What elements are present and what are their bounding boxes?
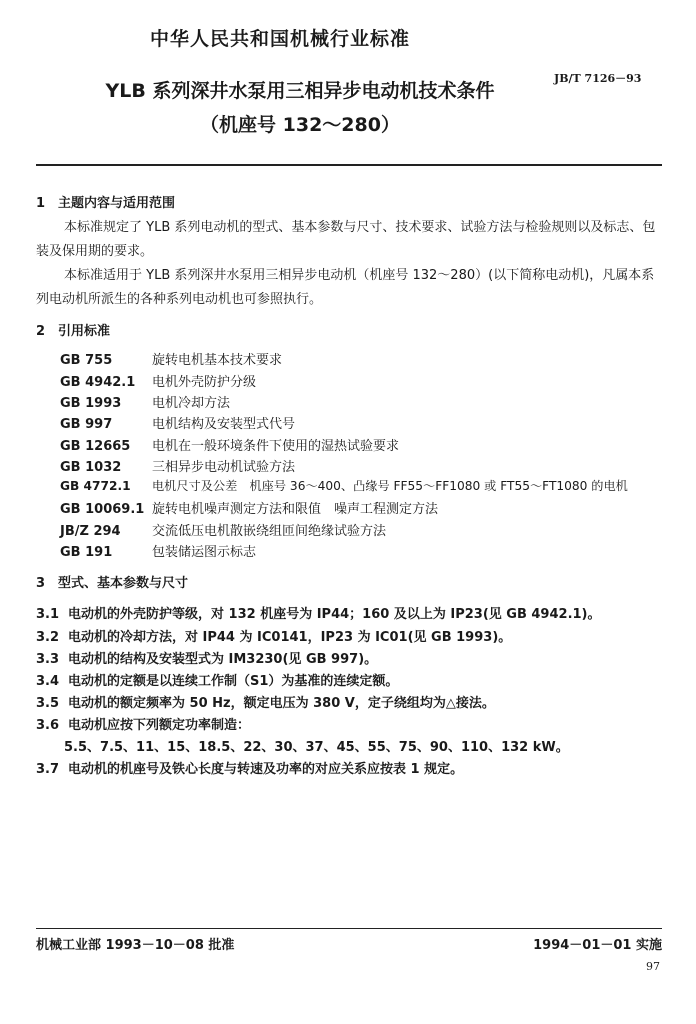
clause-number: 3.6: [36, 718, 60, 733]
clause-number: 3.3: [36, 652, 60, 667]
clause-3-2: [36, 626, 511, 645]
reference-title: 电机在一般环境条件下使用的湿热试验要求: [152, 439, 400, 454]
page-number: 97: [646, 960, 660, 973]
clause-text: 电动机的冷却方法，对 IP44 为 IC0141，IP23 为 IC01(见 GB 1993)。: [68, 630, 512, 645]
approval-date: 机械工业部 1993－10－08 批准: [36, 938, 235, 953]
reference-title: 电机冷却方法: [152, 396, 231, 411]
section-1-paragraph-2: 本标准适用于 YLB 系列深井水泵用三相异步电动机（机座号 132～280）(以下简称电动机)，凡属本系列电动机所派生的各种系列电动机也可参照执行。: [36, 268, 655, 307]
reference-title: 电机尺寸及公差 机座号 36～400、凸缘号 FF55～FF1080 或 FT55～FT1080 的电机: [152, 479, 628, 493]
header-divider: [36, 164, 662, 166]
reference-row: [60, 392, 230, 414]
title-line-2: （机座号 132～280）: [200, 114, 400, 136]
reference-title: 电机结构及安装型式代号: [152, 417, 296, 432]
reference-row: [60, 541, 256, 563]
reference-title: 电机外壳防护分级: [152, 375, 257, 390]
reference-code: GB 4772.1: [60, 479, 131, 493]
reference-row: [60, 371, 256, 393]
clause-3-3: [36, 648, 377, 667]
clause-number: 3.1: [36, 607, 60, 622]
reference-title: 旋转电机基本技术要求: [152, 353, 283, 368]
section-2-heading: [36, 320, 110, 339]
reference-code: GB 191: [60, 545, 113, 560]
clause-3-6: [36, 714, 250, 733]
section-3-heading: [36, 572, 188, 591]
reference-row: [60, 498, 438, 520]
reference-code: GB 755: [60, 353, 113, 368]
reference-title: 包装储运图示标志: [152, 545, 257, 560]
clause-3-7: [36, 758, 463, 777]
reference-row: [60, 456, 295, 478]
footer-divider: [36, 928, 662, 929]
reference-row: [60, 349, 282, 371]
clause-text: 电动机的机座号及铁心长度与转速及功率的对应关系应按表 1 规定。: [68, 762, 464, 777]
clause-number: 3.4: [36, 674, 60, 689]
reference-row: [60, 413, 295, 435]
reference-title: 交流低压电机散嵌绕组匝间绝缘试验方法: [152, 524, 387, 539]
reference-code: GB 997: [60, 417, 113, 432]
clause-text: 电动机的外壳防护等级，对 132 机座号为 IP44；160 及以上为 IP23(见 GB 4942.1)。: [68, 607, 601, 622]
clause-number: 3.2: [36, 630, 60, 645]
implementation-date: 1994－01－01 实施: [533, 938, 662, 953]
title-line-1: YLB 系列深井水泵用三相异步电动机技术条件: [105, 80, 495, 102]
section-1-number: 1: [36, 196, 46, 211]
clause-text: 电动机的额定频率为 50 Hz，额定电压为 380 V，定子绕组均为△接法。: [68, 696, 495, 711]
clause-3-1: [36, 603, 601, 622]
clause-3-4: [36, 670, 398, 689]
section-1-heading: [36, 192, 175, 211]
clause-number: 3.7: [36, 762, 60, 777]
reference-code: GB 1993: [60, 396, 122, 411]
clause-text: 电动机的结构及安装型式为 IM3230(见 GB 997)。: [68, 652, 378, 667]
industry-standard-heading: 中华人民共和国机械行业标准: [149, 28, 410, 50]
rated-power-list: 5.5、7.5、11、15、18.5、22、30、37、45、55、75、90、110、132 kW。: [64, 740, 569, 755]
section-1-title: 主题内容与适用范围: [58, 196, 176, 211]
reference-row: [60, 520, 386, 542]
section-3-title: 型式、基本参数与尺寸: [58, 576, 189, 591]
section-2-number: 2: [36, 324, 46, 339]
clause-number: 3.5: [36, 696, 60, 711]
clause-text: 电动机应按下列额定功率制造：: [68, 718, 251, 733]
reference-code: GB 4942.1: [60, 375, 136, 390]
reference-title: 旋转电机噪声测定方法和限值 噪声工程测定方法: [152, 502, 439, 517]
section-3-number: 3: [36, 576, 46, 591]
reference-row: [60, 435, 399, 457]
reference-code: GB 1032: [60, 460, 122, 475]
document-title: [60, 74, 540, 142]
section-1-paragraph-1: 本标准规定了 YLB 系列电动机的型式、基本参数与尺寸、技术要求、试验方法与检验规则以及标志、包装及保用期的要求。: [36, 220, 656, 259]
section-2-title: 引用标准: [58, 324, 111, 339]
standard-code: JB/T 7126－93: [554, 72, 642, 85]
clause-text: 电动机的定额是以连续工作制（S1）为基准的连续定额。: [68, 674, 399, 689]
reference-code: GB 10069.1: [60, 502, 145, 517]
reference-code: GB 12665: [60, 439, 131, 454]
clause-3-5: [36, 692, 495, 711]
reference-title: 三相异步电动机试验方法: [152, 460, 296, 475]
reference-row: [60, 477, 628, 499]
reference-code: JB/Z 294: [60, 524, 121, 539]
